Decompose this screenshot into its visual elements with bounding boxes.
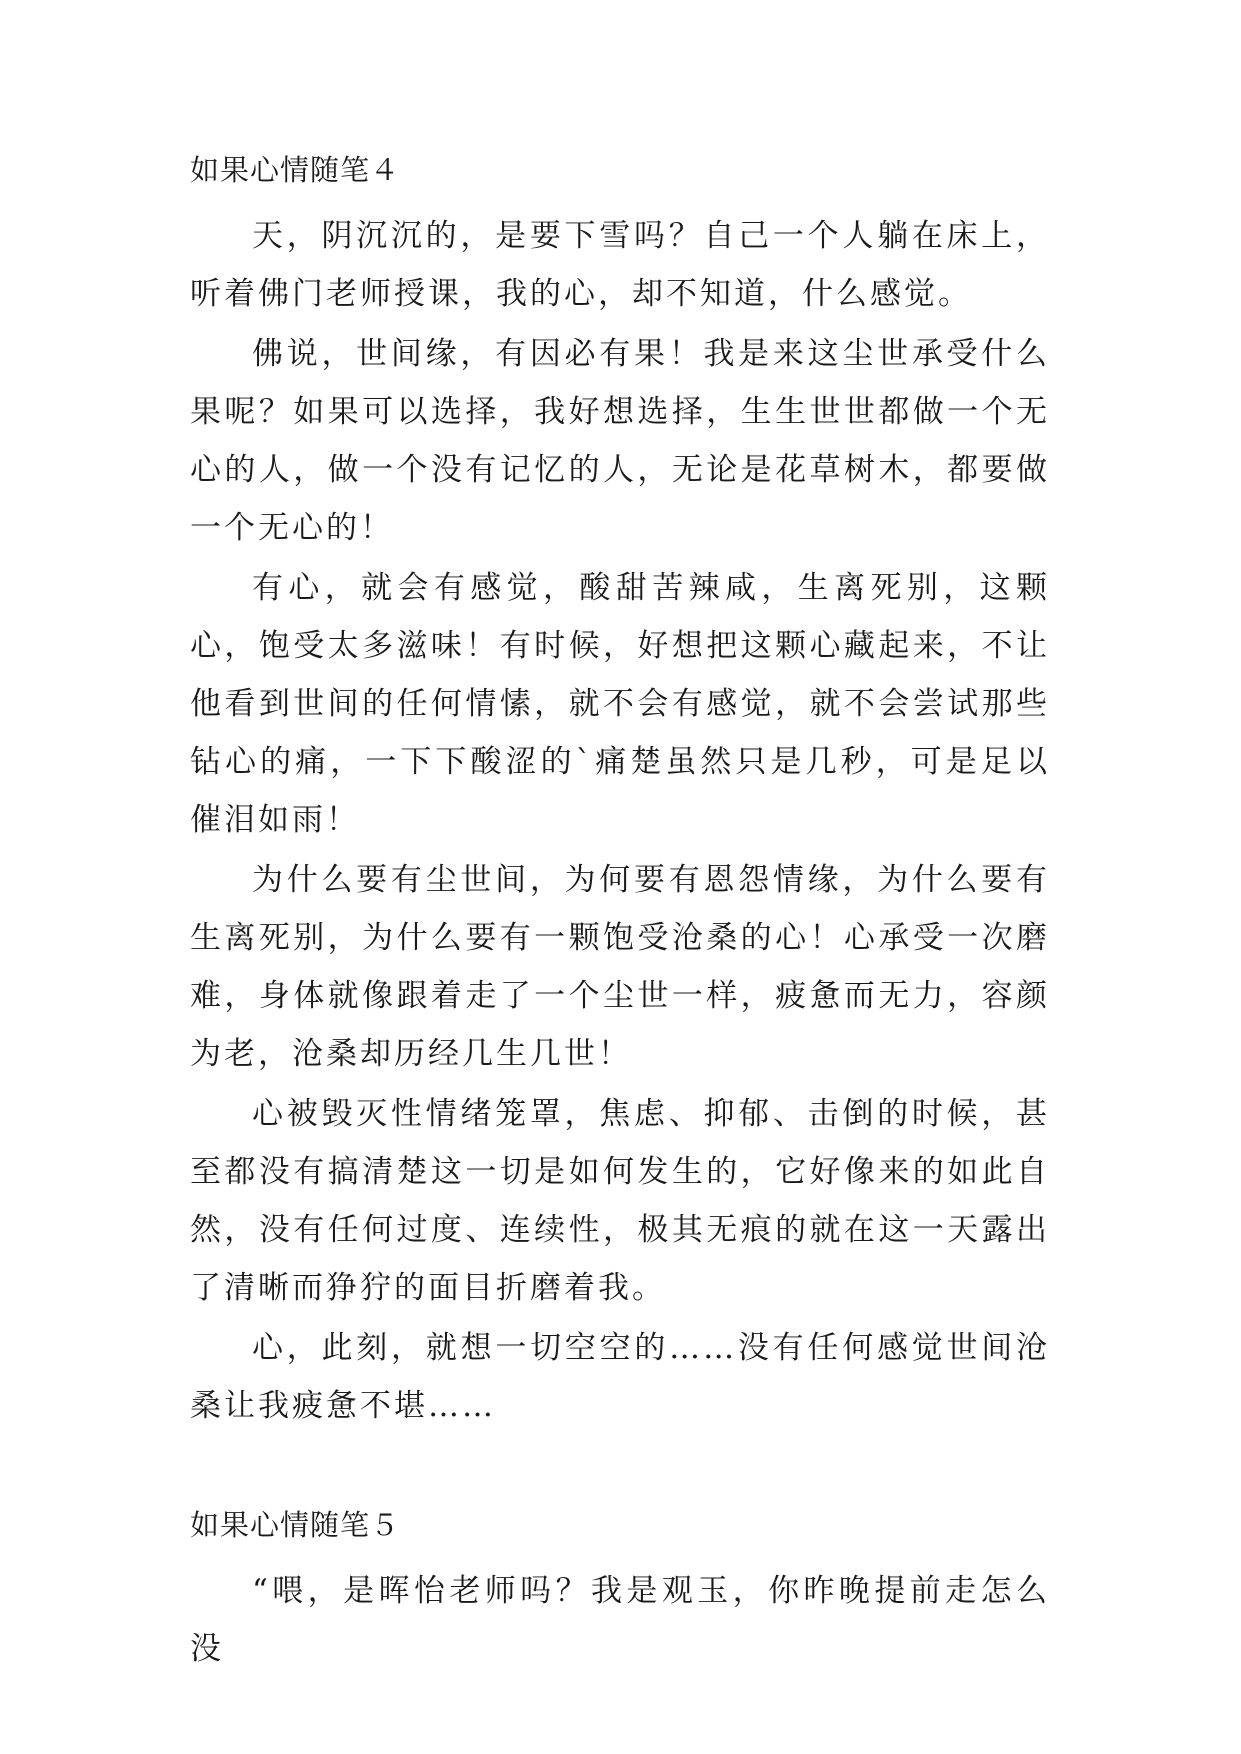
paragraph: “喂，是晖怡老师吗？我是观玉，你昨晚提前走怎么没 — [190, 1573, 1050, 1667]
paragraph: 心被毁灭性情绪笼罩，焦虑、抑郁、击倒的时候，甚至都没有搞清楚这一切是如何发生的，它好像来的如此自然，没有任何过度、连续性，极其无痕的就在这一天露出了清晰而狰狞的面目折磨着我。 — [190, 1096, 1050, 1306]
paragraph: 心，此刻，就想一切空空的……没有任何感觉世间沧桑让我疲惫不堪…… — [190, 1330, 1050, 1424]
document-page — [190, 150, 1050, 1680]
paragraph: 有心，就会有感觉，酸甜苦辣咸，生离死别，这颗心，饱受太多滋味！有时候，好想把这颗心藏起来，不让他看到世间的任何情愫，就不会有感觉，就不会尝试那些钻心的痛，一下下酸涩的`痛楚虽然只是几秒，可是足以催泪如雨！ — [190, 570, 1050, 838]
paragraph: 为什么要有尘世间，为何要有恩怨情缘，为什么要有生离死别，为什么要有一颗饱受沧桑的心！心承受一次磨难，身体就像跟着走了一个尘世一样，疲惫而无力，容颜为老，沧桑却历经几生几世！ — [190, 862, 1050, 1072]
section-title: 如果心情随笔５ — [190, 1508, 401, 1542]
paragraph: 佛说，世间缘，有因必有果！我是来这尘世承受什么果呢？如果可以选择，我好想选择，生生世世都做一个无心的人，做一个没有记忆的人，无论是花草树木，都要做一个无心的！ — [190, 336, 1050, 546]
paragraph: 天，阴沉沉的，是要下雪吗？自己一个人躺在床上，听着佛门老师授课，我的心，却不知道，什么感觉。 — [190, 218, 1050, 312]
section-title: 如果心情随笔４ — [190, 153, 401, 187]
